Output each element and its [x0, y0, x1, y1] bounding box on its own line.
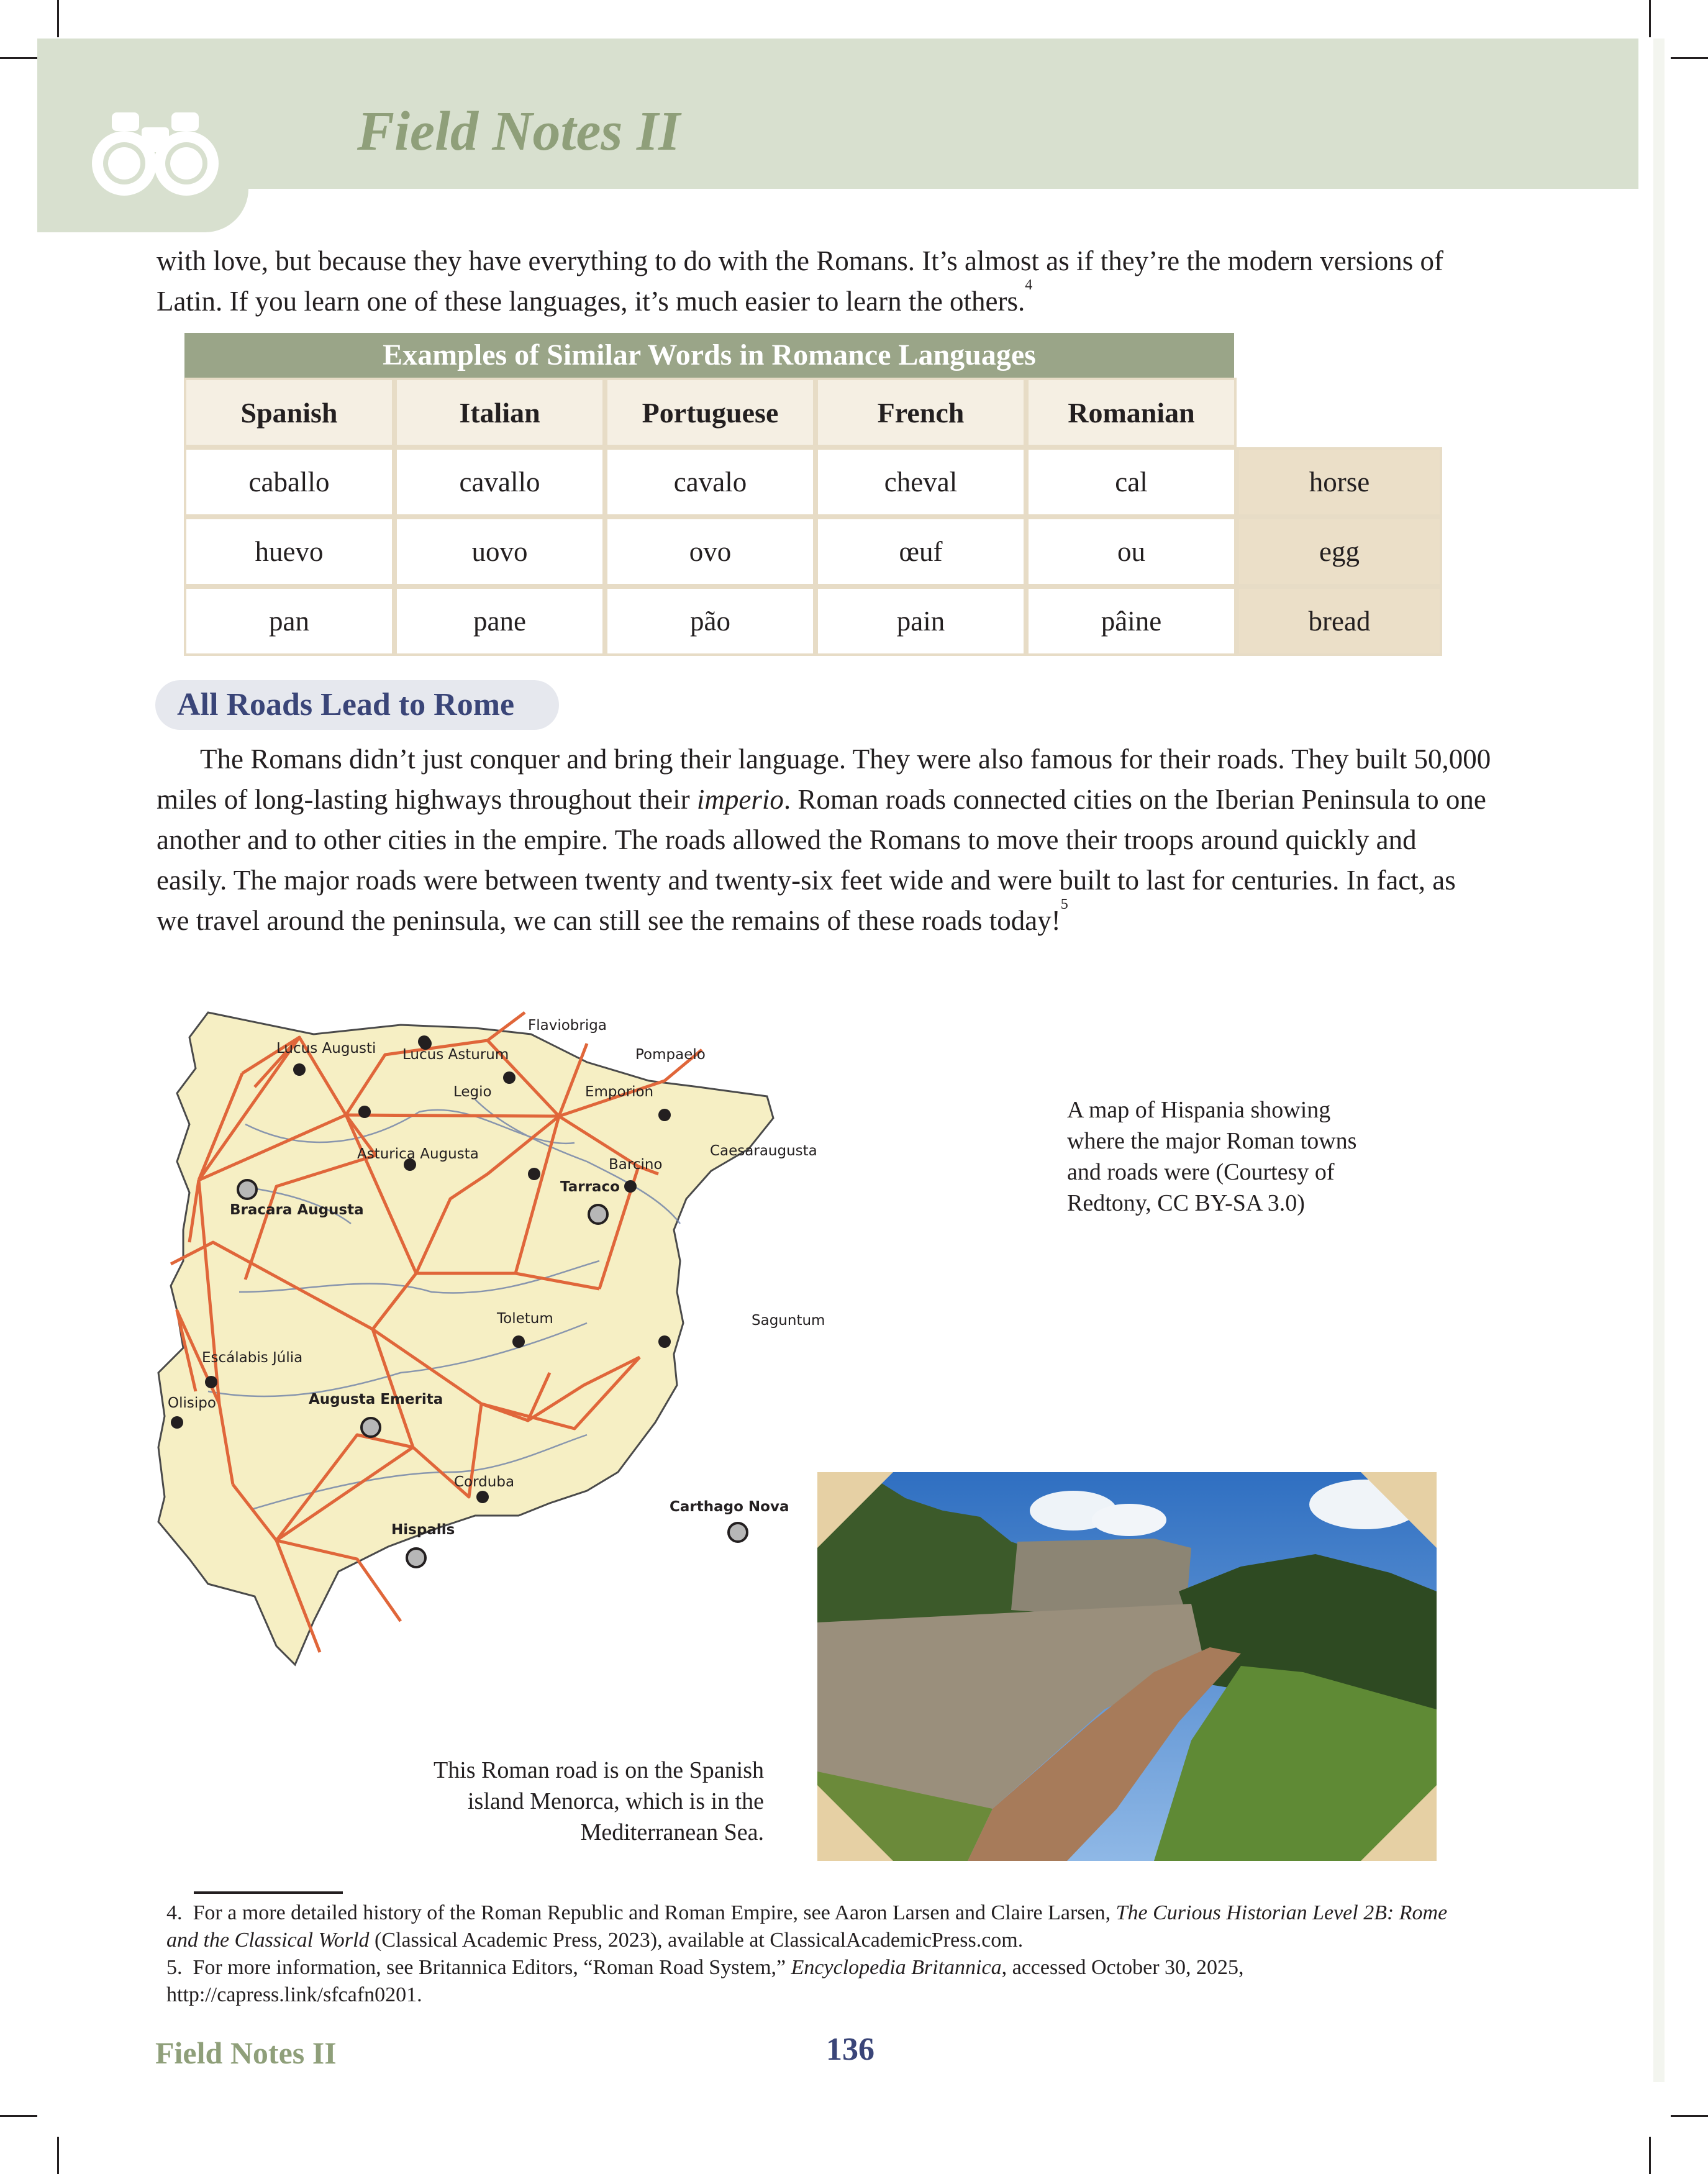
map-label: Hispalis [391, 1522, 455, 1538]
map-label: Carthago Nova [670, 1499, 789, 1515]
intro-paragraph [157, 241, 1486, 322]
para-italic: imperio [696, 784, 784, 815]
table-cell: cavallo [394, 447, 605, 517]
column-header: Spanish [184, 378, 394, 447]
footnote-text: For more information, see Britannica Editors, “Roman Road System,” [193, 1956, 791, 1979]
footer-title: Field Notes II [155, 2035, 337, 2070]
table-cell: pâine [1026, 586, 1237, 656]
map-label: Escálabis Júlia [202, 1350, 303, 1366]
map-label: Caesaraugusta [710, 1143, 817, 1159]
crop-mark [57, 0, 59, 37]
table-cell: huevo [184, 517, 394, 586]
table-cell: pain [815, 586, 1026, 656]
crop-mark [0, 57, 37, 59]
roman-road-photo [806, 1461, 1448, 1872]
map-label: Toletum [497, 1311, 553, 1327]
column-header: French [815, 378, 1026, 447]
map-label: Barcino [609, 1157, 663, 1173]
table-row [184, 517, 1442, 586]
table-row [184, 586, 1442, 656]
footnote-source-title: Encyclopedia Britannica [791, 1956, 1002, 1979]
map-label: Saguntum [752, 1312, 825, 1329]
map-label: Emporion [585, 1084, 654, 1100]
footnote-ref[interactable]: 5 [1060, 896, 1068, 912]
page-edge [1653, 39, 1665, 2082]
para-text-before: The Romans didn’t just conquer and bring their language. They were also famous for their roads. They built 50,000 miles of long-lasting highways throughout their [157, 744, 1491, 815]
footnote-ref[interactable]: 4 [1025, 277, 1033, 293]
romance-words-table [184, 378, 1442, 656]
table-cell: cheval [815, 447, 1026, 517]
map-label: Asturica Augusta [357, 1146, 479, 1162]
map-label: Augusta Emerita [309, 1391, 443, 1408]
english-cell: egg [1237, 517, 1442, 586]
table-cell: œuf [815, 517, 1026, 586]
table-cell: cavalo [605, 447, 815, 517]
table-title: Examples of Similar Words in Romance Languages [184, 333, 1234, 378]
crop-mark [1671, 2115, 1708, 2117]
binoculars-icon [87, 109, 224, 196]
table-cell: ovo [605, 517, 815, 586]
footnote-number: 5. [166, 1956, 183, 1979]
english-cell: horse [1237, 447, 1442, 517]
header-title: Field Notes II [357, 101, 681, 162]
footnote-text: For a more detailed history of the Roman Republic and Roman Empire, see Aaron Larsen and Claire Larsen, [193, 1901, 1116, 1924]
map-label: Bracara Augusta [230, 1202, 364, 1218]
footnote-rule [194, 1891, 343, 1894]
column-header: Italian [394, 378, 605, 447]
table-cell: uovo [394, 517, 605, 586]
roads-paragraph [157, 739, 1492, 941]
table-cell: pão [605, 586, 815, 656]
crop-mark [1649, 2137, 1651, 2174]
map-label: Lucus Asturum [402, 1047, 509, 1063]
map-label: Olisipo [168, 1395, 216, 1411]
footnote-text: (Classical Academic Press, 2023), available at ClassicalAcademicPress.com. [369, 1929, 1024, 1952]
crop-mark [1671, 57, 1708, 59]
map-label: Tarraco [560, 1179, 620, 1195]
iberian-peninsula [158, 1012, 773, 1665]
map-label: Legio [453, 1084, 492, 1100]
footnote-book-title: The Curious Historian Level 2B: Rome and the Classical World [166, 1901, 1448, 1952]
column-header: Romanian [1026, 378, 1237, 447]
footnote-number: 4. [166, 1901, 183, 1924]
table-cell: caballo [184, 447, 394, 517]
table-cell: pan [184, 586, 394, 656]
intro-text: with love, but because they have everything to do with the Romans. It’s almost as if they’re the modern versions of Latin. If you learn one of these languages, it’s much easier to learn the others. [157, 245, 1444, 317]
hispania-map [152, 1000, 848, 1683]
map-label: Flaviobriga [528, 1017, 607, 1034]
map-caption: A map of Hispania showing where the major Roman towns and roads were (Courtesy of Redtony, CC BY-SA 3.0) [1067, 1097, 1357, 1216]
table-cell: pane [394, 586, 605, 656]
header-band [37, 39, 1638, 189]
page-number: 136 [826, 2032, 874, 2067]
table-row [184, 447, 1442, 517]
footnote-5 [166, 1954, 1458, 2009]
footnote-text: , accessed October 30, 2025, http://capress.link/sfcafn0201. [166, 1956, 1244, 2006]
photo-caption: This Roman road is on the Spanish island Menorca, which is in the Mediterranean Sea. [434, 1757, 764, 1845]
section-heading: All Roads Lead to Rome [177, 687, 515, 722]
empty-header-cell [1237, 378, 1442, 447]
column-header: Portuguese [605, 378, 815, 447]
map-label: Corduba [454, 1474, 515, 1490]
crop-mark [1649, 0, 1651, 37]
table-cell: ou [1026, 517, 1237, 586]
english-cell: bread [1237, 586, 1442, 656]
map-label: Pompaelo [635, 1047, 706, 1063]
crop-mark [0, 2115, 37, 2117]
para-text-after: . Roman roads connected cities on the Iberian Peninsula to one another and to other cities in the empire. The roads allowed the Romans to move their troops around quickly and easily. The major roads were between twenty and twenty-six feet wide and were built to last for centuries. In fact, as we travel around the peninsula, we can still see the remains of these roads today! [157, 784, 1486, 936]
table-header-row [184, 378, 1442, 447]
footnote-4 [166, 1899, 1458, 1954]
map-label: Lucus Augusti [276, 1040, 376, 1057]
crop-mark [57, 2137, 59, 2174]
table-cell: cal [1026, 447, 1237, 517]
